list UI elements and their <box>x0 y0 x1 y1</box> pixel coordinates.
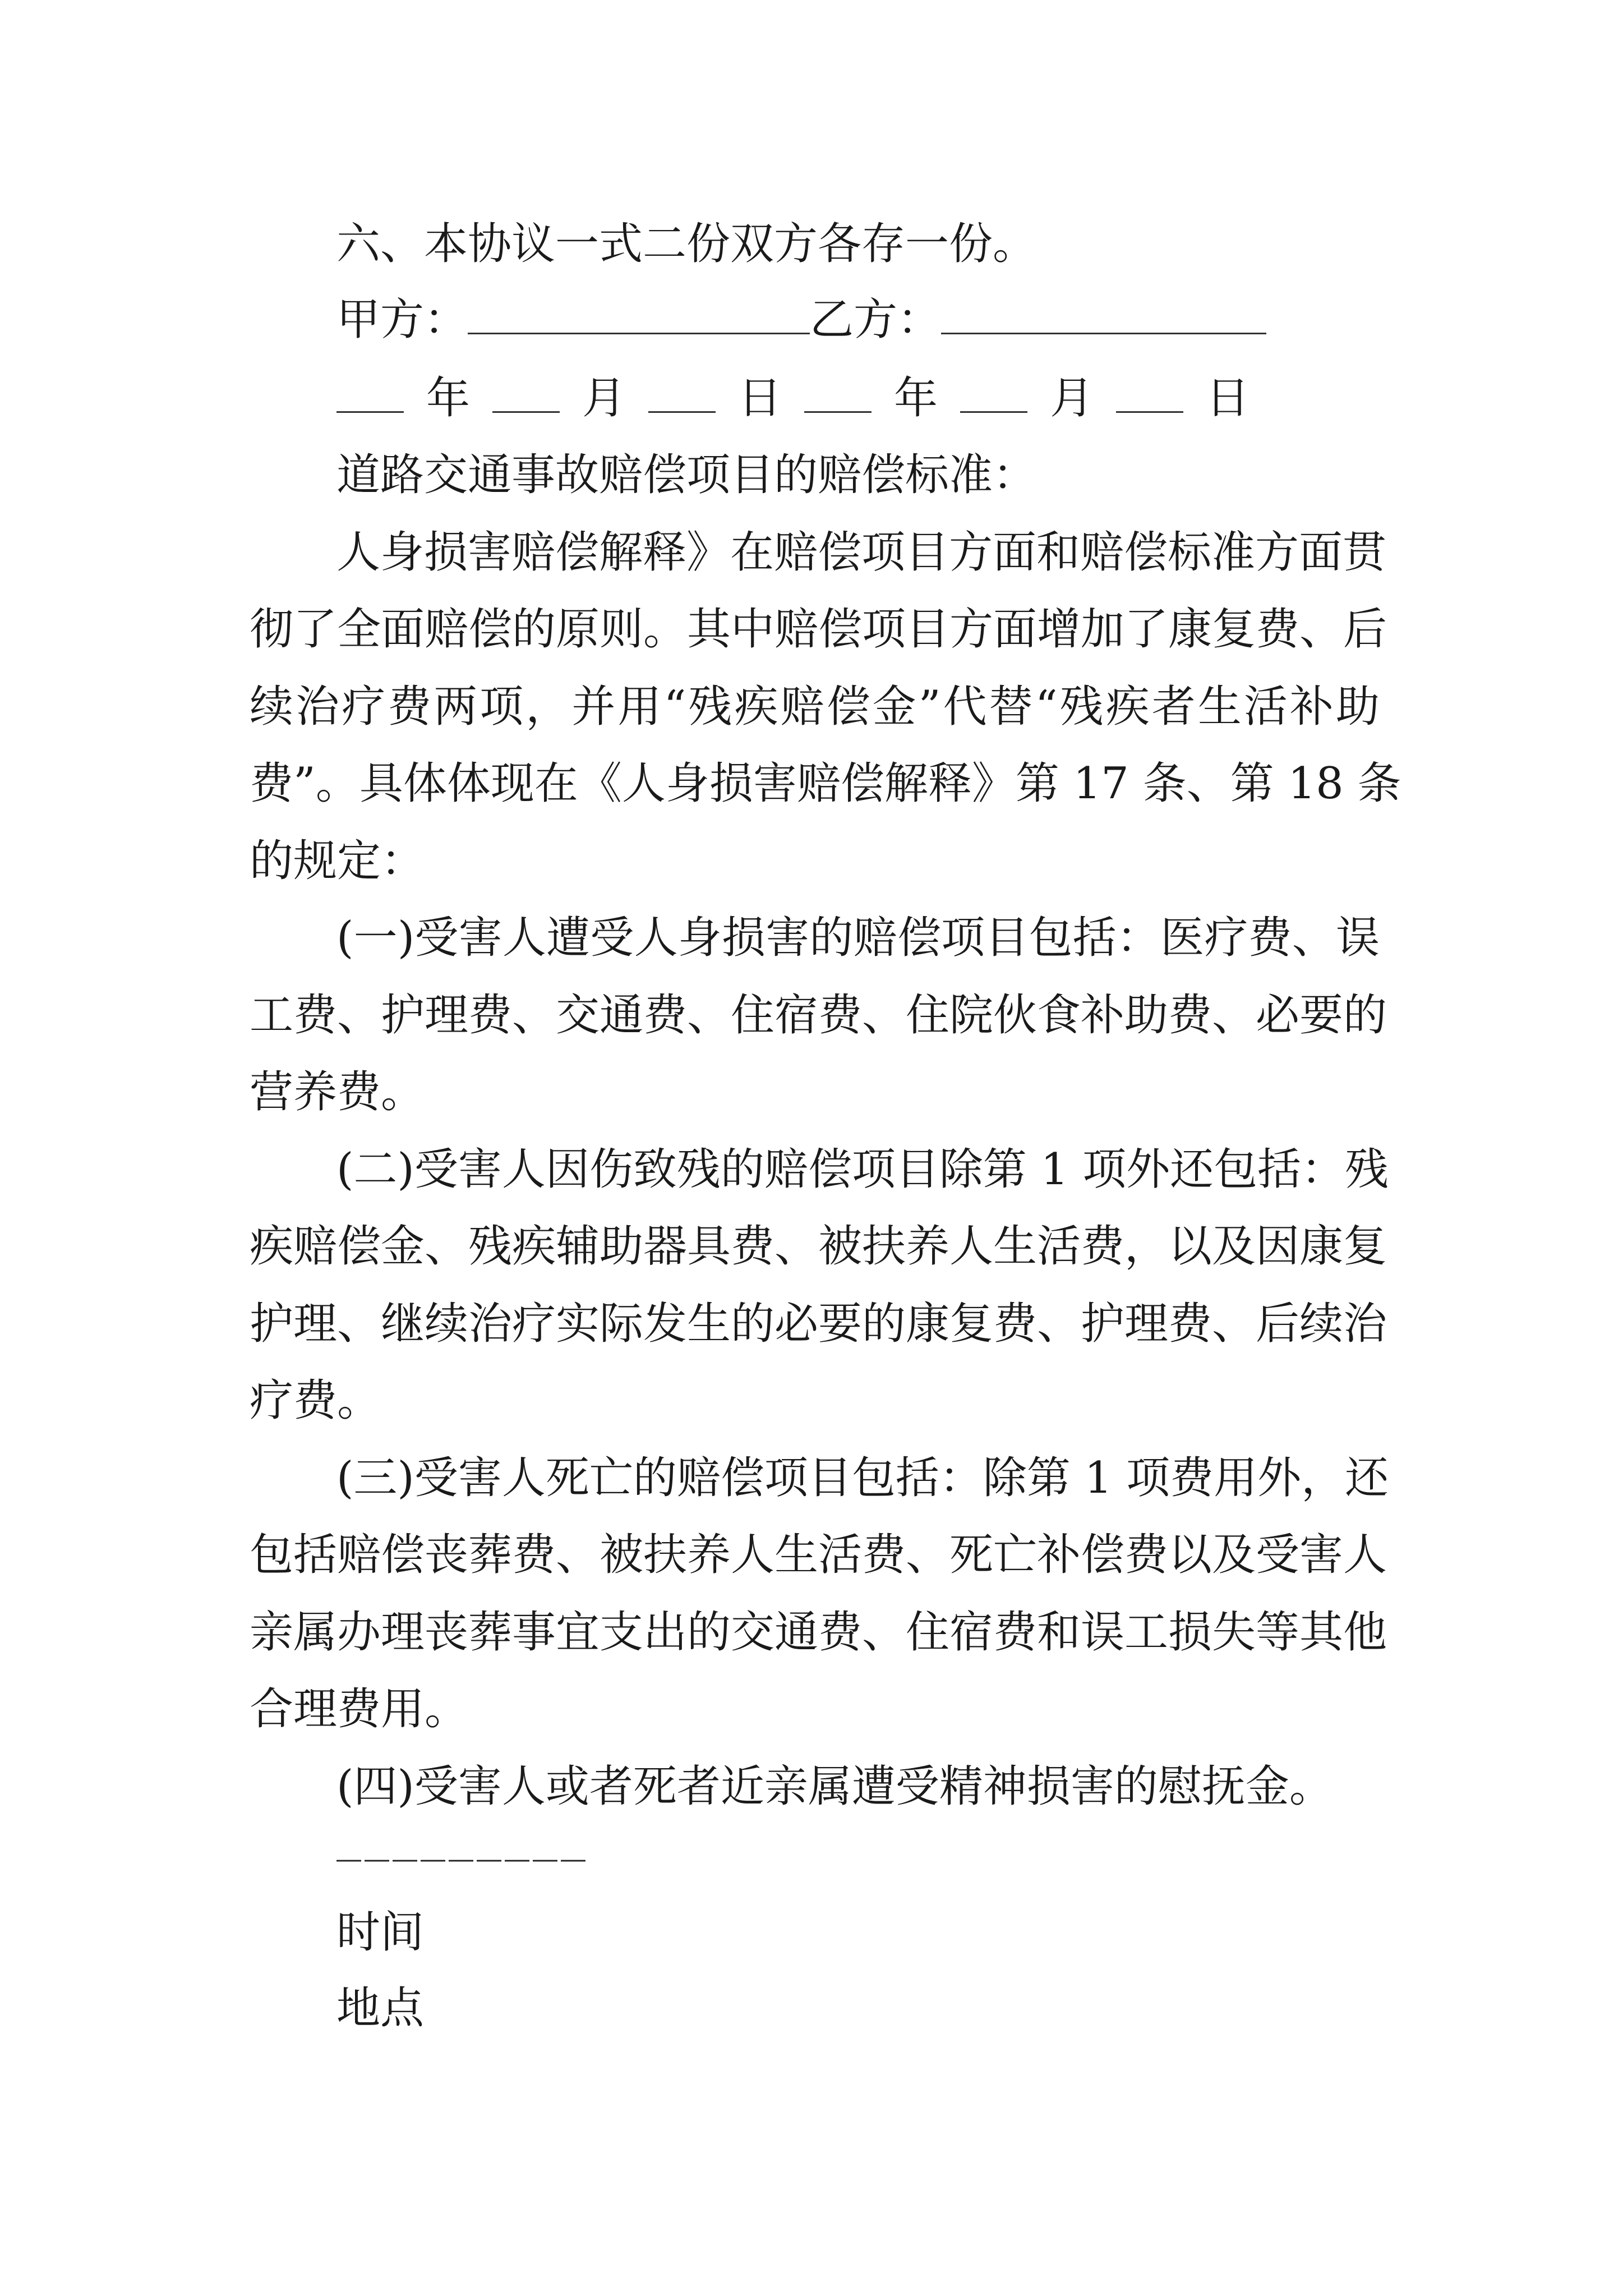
item-one-line: 营养费。 <box>250 1067 425 1117</box>
item-one-line: (一)受害人遭受人身损害的赔偿项目包括：医疗费、误 <box>336 913 1380 963</box>
item-two-line: 疾赔偿金、残疾辅助器具费、被扶养人生活费，以及因康复 <box>250 1221 1387 1272</box>
party-a-year-blank[interactable] <box>336 378 404 413</box>
year-label: 年 <box>426 373 471 424</box>
item-two-line: 疗费。 <box>250 1375 381 1426</box>
year-label: 年 <box>894 373 938 424</box>
paragraph-line: 费”。具体体现在《人身损害赔偿解释》第 17 条、第 18 条 <box>250 758 1401 809</box>
party-b-blank[interactable] <box>941 299 1266 334</box>
time-label: 时间 <box>336 1907 425 1958</box>
party-a-label: 甲方： <box>336 295 468 345</box>
paragraph-line: 的规定： <box>250 836 425 886</box>
clause-six: 六、本协议一式二份双方各存一份。 <box>336 219 1037 269</box>
place-label: 地点 <box>336 1983 425 2033</box>
item-two-line: 护理、继续治疗实际发生的必要的康复费、护理费、后续治 <box>250 1299 1387 1349</box>
item-one-line: 工费、护理费、交通费、住宿费、住院伙食补助费、必要的 <box>250 990 1387 1041</box>
paragraph-line: 续治疗费两项，并用“残疾赔偿金”代替“残疾者生活补助 <box>250 682 1380 732</box>
item-three-line: 合理费用。 <box>250 1684 469 1734</box>
party-b-year-blank[interactable] <box>804 378 872 413</box>
party-b-label: 乙方： <box>810 295 942 345</box>
day-label: 日 <box>1206 373 1250 424</box>
day-label: 日 <box>738 373 782 424</box>
party-a-day-blank[interactable] <box>648 378 716 413</box>
date-row <box>336 370 1380 426</box>
item-three-line: 包括赔偿丧葬费、被扶养人生活费、死亡补偿费以及受害人 <box>250 1530 1387 1580</box>
signature-row <box>336 292 1380 348</box>
party-b-day-blank[interactable] <box>1116 378 1183 413</box>
item-four-line: (四)受害人或者死者近亲属遭受精神损害的慰抚金。 <box>336 1761 1333 1812</box>
party-a-month-blank[interactable] <box>492 378 560 413</box>
paragraph-line: 人身损害赔偿解释》在赔偿项目方面和赔偿标准方面贯 <box>336 527 1387 578</box>
item-two-line: (二)受害人因伤致残的赔偿项目除第 1 项外还包括：残 <box>336 1144 1389 1195</box>
month-label: 月 <box>582 373 626 424</box>
party-b-month-blank[interactable] <box>960 378 1027 413</box>
party-a-blank[interactable] <box>468 299 810 334</box>
item-three-line: (三)受害人死亡的赔偿项目包括：除第 1 项费用外，还 <box>336 1453 1389 1503</box>
item-three-line: 亲属办理丧葬事宜支出的交通费、住宿费和误工损失等其他 <box>250 1607 1387 1658</box>
separator-line: ――――――――― <box>336 1845 589 1874</box>
month-label: 月 <box>1050 373 1094 424</box>
paragraph-line: 彻了全面赔偿的原则。其中赔偿项目方面增加了康复费、后 <box>250 604 1387 655</box>
section-heading: 道路交通事故赔偿项目的赔偿标准： <box>336 450 1037 500</box>
